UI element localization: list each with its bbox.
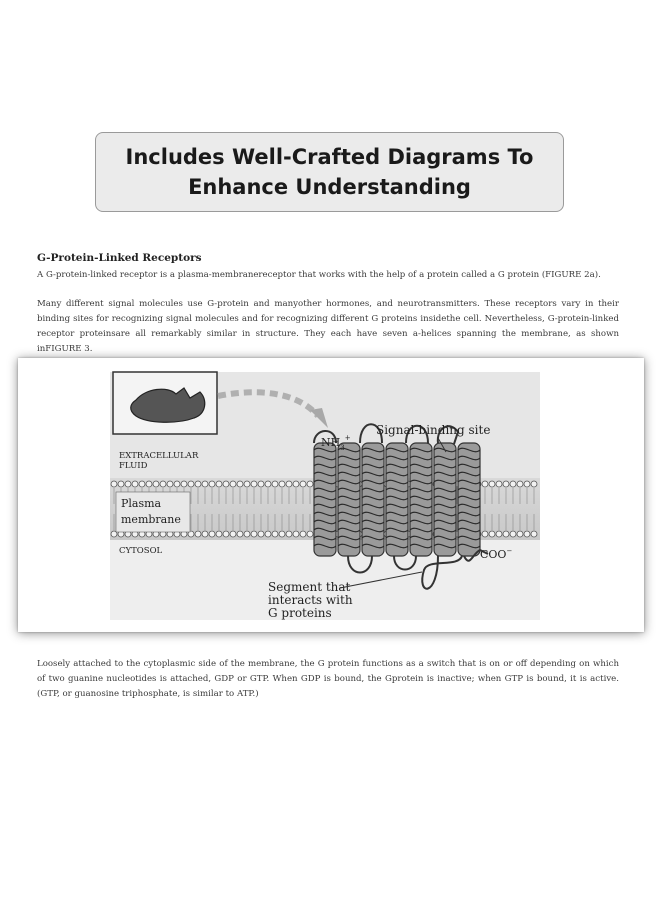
lipid-head (293, 531, 299, 537)
lipid-head (531, 481, 537, 487)
lipid-head (517, 481, 523, 487)
label-cytosol: CYTOSOL (119, 546, 163, 556)
coo-charge: − (506, 547, 513, 555)
nh3-base: NH (321, 436, 341, 449)
lipid-head (279, 531, 285, 537)
lipid-head (510, 481, 516, 487)
lipid-head (160, 481, 166, 487)
lipid-head (125, 481, 131, 487)
label-segment-line2: interacts with (268, 593, 353, 607)
lipid-head (195, 531, 201, 537)
feature-banner (95, 132, 564, 212)
lipid-head (496, 481, 502, 487)
lipid-head (132, 481, 138, 487)
lipid-head (489, 481, 495, 487)
helix (338, 443, 360, 556)
lipid-head (153, 481, 159, 487)
lipid-head (517, 531, 523, 537)
lipid-head (286, 481, 292, 487)
paragraph-intro: A G-protein-linked receptor is a plasma-membranereceptor that works with the help of a protein called a G protein (FIGURE 2a). (37, 270, 601, 280)
lipid-head (146, 481, 152, 487)
nh3-subscript: 3 (340, 444, 345, 452)
label-extracellular: EXTRACELLULAR (119, 451, 199, 461)
lipid-head (223, 481, 229, 487)
lipid-head (202, 481, 208, 487)
lipid-head (300, 531, 306, 537)
lipid-head (223, 531, 229, 537)
lipid-head (482, 481, 488, 487)
lipid-head (524, 481, 530, 487)
helix (362, 443, 384, 556)
lipid-head (265, 481, 271, 487)
lipid-head (258, 531, 264, 537)
receptor-diagram (18, 358, 644, 632)
lipid-head (251, 531, 257, 537)
helix (386, 443, 408, 556)
lipid-head (209, 531, 215, 537)
lipid-head (503, 531, 509, 537)
paragraph-receptors: Many different signal molecules use G-protein and manyother hormones, and neurotransmitters. These receptors vary in their binding sites for recognizing signal molecules and for recognizing different G proteins insidethe cell. Nevertheless, G-protein-linked receptor proteinsare all remarkably similar in structure. They each have seven a-helices spanning the membrane, as shown inFIGURE 3. (37, 299, 619, 354)
helix (314, 443, 336, 556)
lipid-head (209, 481, 215, 487)
label-plasma: Plasma (121, 497, 162, 510)
lipid-head (244, 481, 250, 487)
lipid-head (531, 531, 537, 537)
lipid-head (279, 481, 285, 487)
lipid-head (510, 531, 516, 537)
transmembrane-helices (314, 443, 480, 556)
helix (434, 443, 456, 556)
lipid-head (524, 531, 530, 537)
lipid-head (265, 531, 271, 537)
label-signal-binding-site: Signal-binding site (376, 423, 491, 437)
lipid-head (300, 481, 306, 487)
lipid-head (503, 481, 509, 487)
lipid-head (258, 481, 264, 487)
lipid-head (496, 531, 502, 537)
helix (410, 443, 432, 556)
banner-title: Includes Well-Crafted Diagrams To Enhance Understanding (125, 145, 534, 199)
nh3-charge: + (344, 434, 351, 442)
lipid-head (216, 481, 222, 487)
label-segment-line3: G proteins (268, 606, 332, 620)
lipid-head (251, 481, 257, 487)
receptor-diagram-figure (18, 358, 644, 632)
lipid-head (195, 481, 201, 487)
lipid-head (307, 531, 313, 537)
lipid-head (286, 531, 292, 537)
lipid-head (272, 531, 278, 537)
lipid-head (216, 531, 222, 537)
lipid-head (272, 481, 278, 487)
lipid-head (174, 481, 180, 487)
lipid-head (244, 531, 250, 537)
lipid-head (230, 481, 236, 487)
lipid-head (139, 481, 145, 487)
lipid-head (202, 531, 208, 537)
lipid-head (307, 481, 313, 487)
paragraph-g-protein-switch: Loosely attached to the cytoplasmic side of the membrane, the G protein functions as a switch that is on or off depending on which of two guanine nucleotides is attached, GDP or GTP. When GDP is bound, the Gprotein is inactive; when GTP is bound, it is active.(GTP, or guanosine triphosphate, is similar to ATP.) (37, 659, 619, 699)
coo-base: COO (480, 548, 507, 561)
lipid-head (111, 481, 117, 487)
section-heading: G-Protein-Linked Receptors (37, 252, 202, 264)
lipid-head (237, 531, 243, 537)
lipid-head (482, 531, 488, 537)
lipid-head (489, 531, 495, 537)
lipid-head (167, 481, 173, 487)
signal-molecule-inset (113, 372, 217, 434)
lipid-head (237, 481, 243, 487)
label-segment-line1: Segment that (268, 580, 351, 594)
lipid-head (188, 481, 194, 487)
label-fluid: FLUID (119, 461, 148, 471)
lipid-head (293, 481, 299, 487)
lipid-head (181, 481, 187, 487)
lipid-head (118, 481, 124, 487)
helix (458, 443, 480, 556)
label-membrane: membrane (121, 513, 181, 526)
lipid-head (230, 531, 236, 537)
